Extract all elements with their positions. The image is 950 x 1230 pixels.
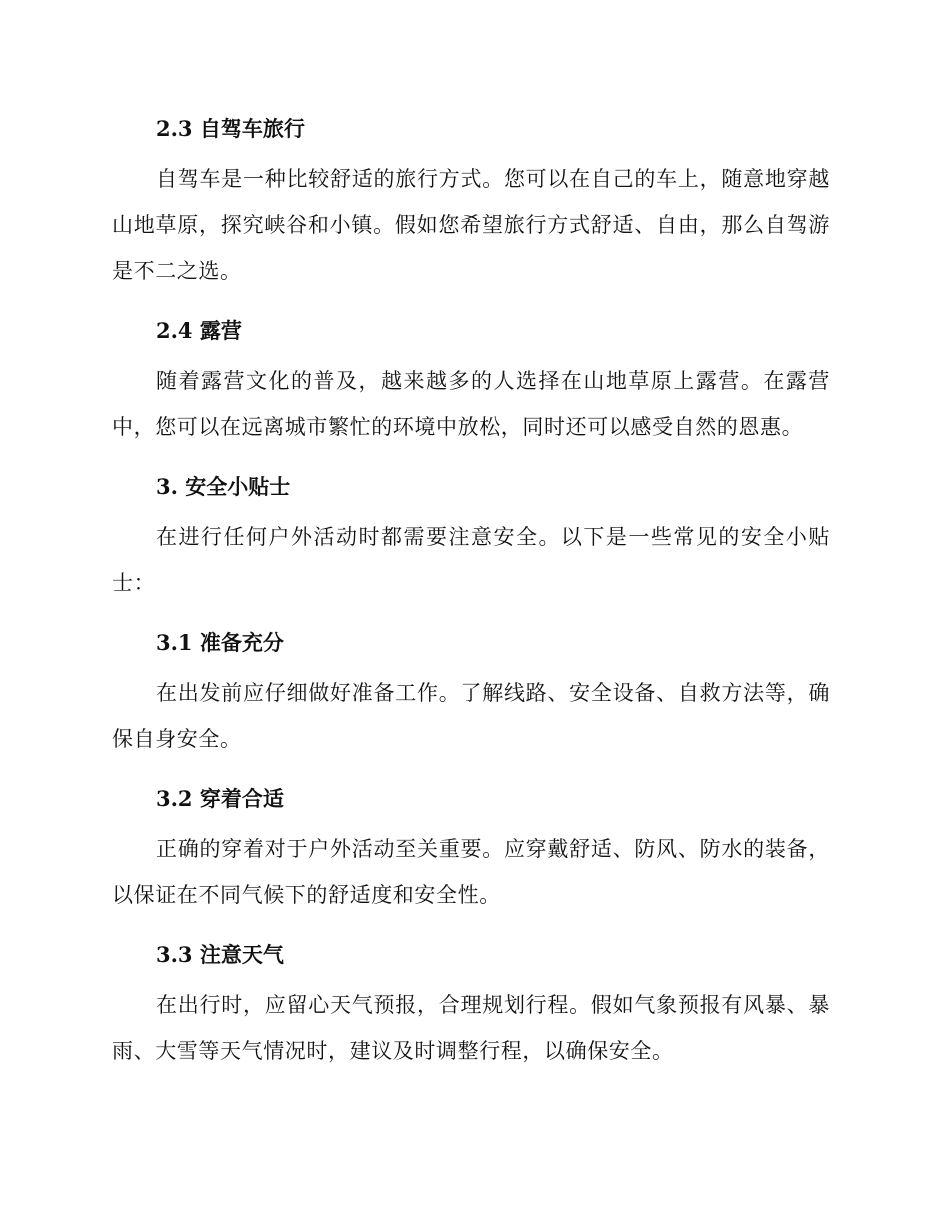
section-heading-3-1: 3.1 准备充分 [156,630,284,655]
section-heading-2-3: 2.3 自驾车旅行 [156,116,305,141]
section-body-2-4: 随着露营文化的普及，越来越多的人选择在山地草原上露营。在露营中，您可以在远离城市繁忙的环境中放松，同时还可以感受自然的恩惠。 [112,369,830,439]
section-heading-3-3: 3.3 注意天气 [156,942,284,967]
section-body-3-1: 在出发前应仔细做好准备工作。了解线路、安全设备、自救方法等，确保自身安全。 [112,681,830,751]
section-body-3-3: 在出行时，应留心天气预报，合理规划行程。假如气象预报有风暴、暴雨、大雪等天气情况时，建议及时调整行程，以确保安全。 [112,993,830,1063]
section-body-3: 在进行任何户外活动时都需要注意安全。以下是一些常见的安全小贴士： [112,525,830,595]
section-heading-3: 3. 安全小贴士 [156,474,291,499]
section-body-3-2: 正确的穿着对于户外活动至关重要。应穿戴舒适、防风、防水的装备，以保证在不同气候下的舒适度和安全性。 [112,837,830,907]
section-heading-3-2: 3.2 穿着合适 [156,786,284,811]
section-heading-2-4: 2.4 露营 [156,318,242,343]
section-body-2-3: 自驾车是一种比较舒适的旅行方式。您可以在自己的车上，随意地穿越山地草原，探究峡谷和小镇。假如您希望旅行方式舒适、自由，那么自驾游是不二之选。 [112,167,830,283]
